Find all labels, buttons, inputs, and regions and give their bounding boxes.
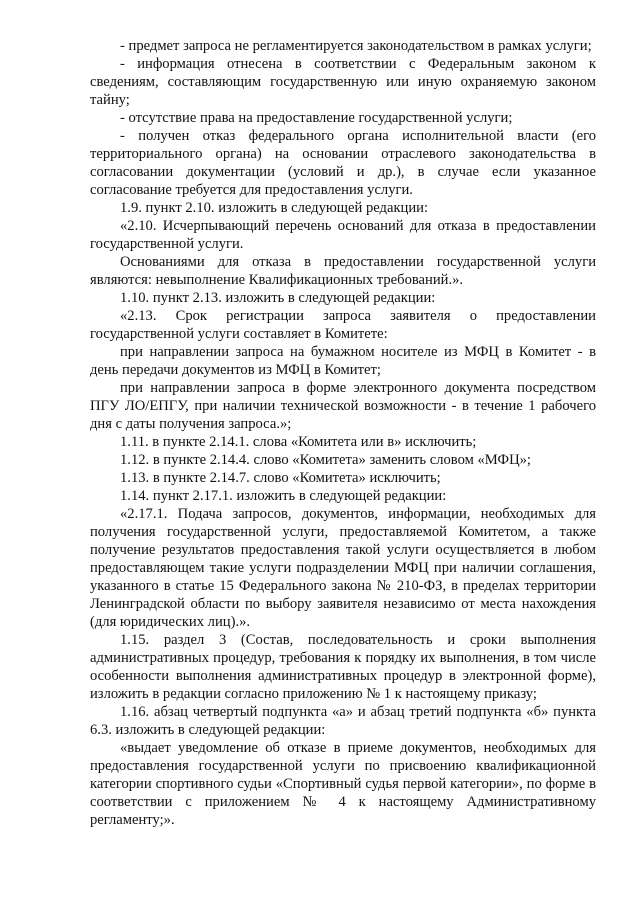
paragraph: «2.13. Срок регистрации запроса заявителя о предоставлении государственной услуги составляет в Комитете:: [90, 308, 596, 342]
paragraph: 1.9. пункт 2.10. изложить в следующей редакции:: [120, 200, 429, 216]
paragraph: Основаниями для отказа в предоставлении государственной услуги являются: невыполнение Квалификационных требований.».: [90, 254, 596, 288]
paragraph: «2.17.1. Подача запросов, документов, информации, необходимых для получения государственной услуги, предоставляемой Комитетом, а также получение результатов предоставления такой услуги осуществляется в любом предоставляющем такие услуги подразделении МФЦ при наличии соглашения, указанного в статье 15 Федерального закона № 210-ФЗ, в пределах территории Ленинградской области по выбору заявителя независимо от места нахождения (для юридических лиц).».: [90, 506, 596, 630]
paragraph: «выдает уведомление об отказе в приеме документов, необходимых для предоставления государственной услуги по присвоению квалификационной категории спортивного судьи «Спортивный судья первой категории», по форме в соответствии с приложением № 4 к настоящему Административному регламенту;».: [90, 740, 596, 828]
paragraph: - информация отнесена в соответствии с Федеральным законом к сведениям, составляющим государственную или иную охраняемую законом тайну;: [90, 56, 596, 108]
paragraph: 1.15. раздел 3 (Состав, последовательность и сроки выполнения административных процедур, требования к порядку их выполнения, в том числе особенности выполнения административных процедур в электронной форме), изложить в редакции согласно приложению № 1 к настоящему приказу;: [90, 632, 596, 702]
paragraph: «2.10. Исчерпывающий перечень оснований для отказа в предоставлении государственной услуги.: [90, 218, 596, 252]
paragraph: при направлении запроса в форме электронного документа посредством ПГУ ЛО/ЕПГУ, при наличии технической возможности - в течение 1 рабочего дня с даты получения запроса.»;: [90, 380, 596, 432]
paragraph: 1.14. пункт 2.17.1. изложить в следующей редакции:: [120, 488, 447, 504]
paragraph: - предмет запроса не регламентируется законодательством в рамках услуги;: [120, 38, 592, 54]
paragraph: 1.16. абзац четвертый подпункта «а» и абзац третий подпункта «б» пункта 6.3. изложить в следующей редакции:: [90, 704, 596, 738]
paragraph: - получен отказ федерального органа исполнительной власти (его территориального органа) на основании отраслевого законодательства в согласовании документации (условий и др.), в случае если указанное согласование требуется для предоставления услуги.: [90, 128, 596, 198]
paragraph: 1.12. в пункте 2.14.4. слово «Комитета» заменить словом «МФЦ»;: [120, 452, 531, 468]
paragraph: 1.11. в пункте 2.14.1. слова «Комитета или в» исключить;: [120, 434, 477, 450]
document-body: [90, 37, 596, 829]
paragraph: 1.10. пункт 2.13. изложить в следующей редакции:: [120, 290, 436, 306]
paragraph: при направлении запроса на бумажном носителе из МФЦ в Комитет - в день передачи документов из МФЦ в Комитет;: [90, 344, 596, 378]
paragraph: - отсутствие права на предоставление государственной услуги;: [120, 110, 513, 126]
paragraph: 1.13. в пункте 2.14.7. слово «Комитета» исключить;: [120, 470, 441, 486]
